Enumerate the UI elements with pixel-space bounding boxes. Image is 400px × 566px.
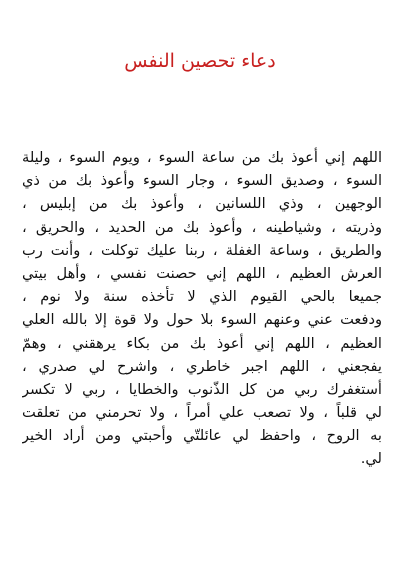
text-line: لي.: [360, 450, 382, 468]
text-line: وذريته ، وشياطينه ، وأعوذ بك من الحديد ، والحريق ،: [22, 218, 382, 236]
document-title: دعاء تحصين النفس: [124, 50, 276, 72]
text-line: العظيم ، اللهم إني أعوذ بك من بكاء يرهقني ، وهمّ: [22, 334, 382, 352]
text-line: لي قلباً ، ولا تصعب علي أمراً ، ولا تحرمني من تعلقت: [22, 404, 382, 422]
text-line: به الروح ، واحفظ لي عائلتّي وأحبتي ومن أراد الخير: [22, 427, 382, 445]
text-line: جميعا بالحي القيوم الذي لا تأخذه سنة ولا نوم ،: [22, 288, 382, 306]
text-line: الوجهين ، وذي اللسانين ، وأعوذ بك من إبليس ،: [22, 195, 382, 213]
text-line: العرش العظيم ، اللهم إني حصنت نفسي ، وأهل بيتي: [22, 264, 382, 282]
text-line: أستغفرك ربي من كل الذّنوب والخطايا ، ربي لا تكسر: [22, 380, 382, 398]
text-line: يفجعني ، اللهم اجبر خاطري ، واشرح لي صدري ،: [22, 357, 382, 375]
text-line: ودفعت عني وعنهم السوء بلا حول ولا قوة إلا بالله العلي: [22, 311, 382, 329]
text-line: السوء ، وصديق السوء ، وجار السوء وأعوذ بك من ذي: [22, 172, 382, 190]
prayer-text: [22, 146, 382, 471]
text-line: والطريق ، وساعة الغفلة ، ربنا عليك توكلت ، وأنت رب: [22, 241, 382, 259]
text-line: اللهم إني أعوذ بك من ساعة السوء ، ويوم السوء ، وليلة: [22, 149, 382, 166]
